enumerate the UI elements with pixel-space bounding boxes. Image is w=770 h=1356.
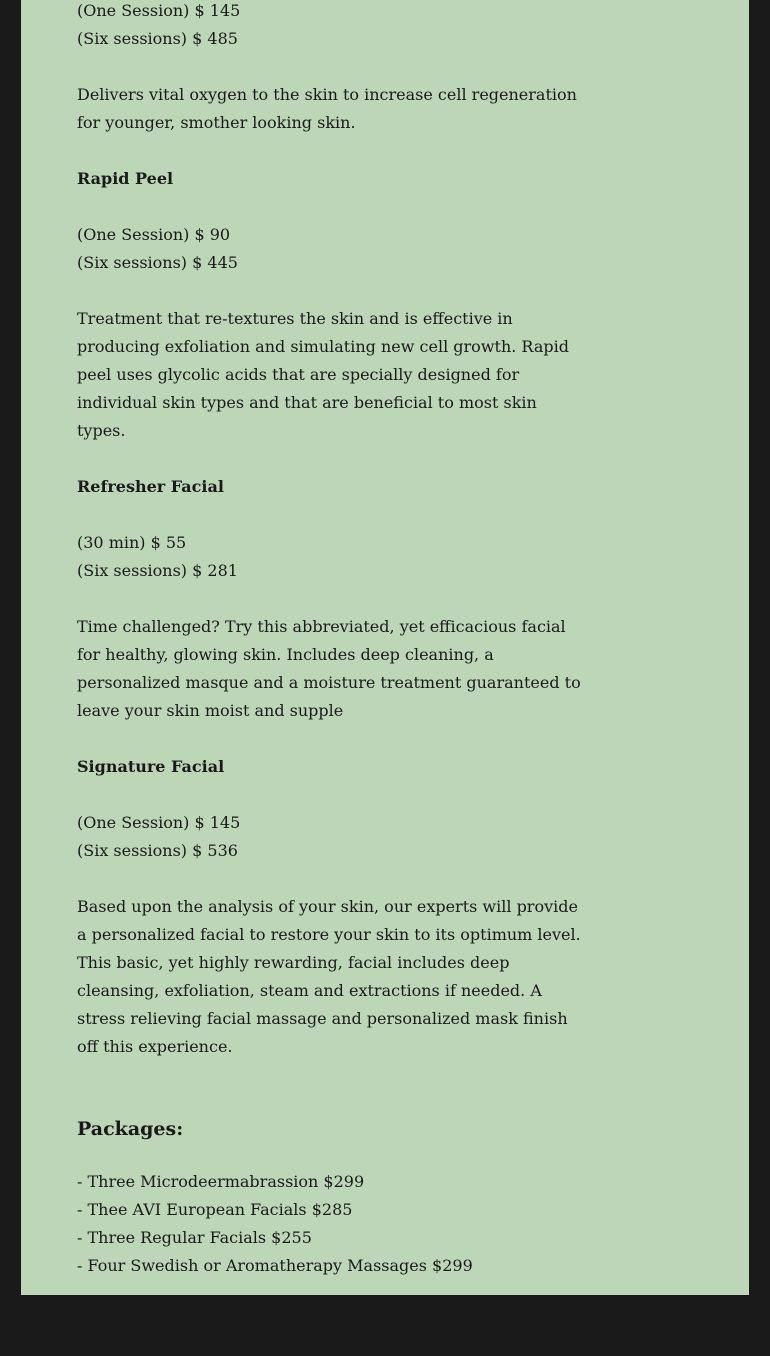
- oxygen-price-six: (Six sessions) $ 485: [77, 29, 238, 48]
- rapid-peel-price-one: (One Session) $ 90: [77, 225, 231, 244]
- rapid-peel-description: Treatment that re-textures the skin and is effective in producing exfoliation and simulating new cell growth. Rapid peel uses glycolic acids that are specially designed for individual skin types and that are beneficial to most skin types.: [77, 309, 569, 440]
- refresher-facial-price-one: (30 min) $ 55: [77, 533, 187, 552]
- package-item: - Four Swedish or Aromatherapy Massages $299: [77, 1256, 473, 1275]
- refresher-facial-price-six: (Six sessions) $ 281: [77, 561, 238, 580]
- page-content-area: [21, 0, 749, 1323]
- rapid-peel-title: Rapid Peel: [77, 169, 174, 188]
- package-item: - Three Microdeermabrassion $299: [77, 1172, 365, 1191]
- signature-facial-price-six: (Six sessions) $ 536: [77, 841, 238, 860]
- signature-facial-description: Based upon the analysis of your skin, our experts will provide a personalized facial to restore your skin to its optimum level. This basic, yet highly rewarding, facial includes deep cleansing, exfoliation, steam and extractions if needed. A stress relieving facial massage and personalized mask finish off this experience.: [77, 897, 581, 1056]
- refresher-facial-prices: [77, 529, 587, 585]
- packages-list: [77, 1168, 587, 1280]
- refresher-facial-description: Time challenged? Try this abbreviated, yet efficacious facial for healthy, glowing skin. Includes deep cleaning, a personalized masque and a moisture treatment guaranteed to leave your skin moist and supple: [77, 617, 581, 720]
- refresher-facial-title: Refresher Facial: [77, 477, 224, 496]
- rapid-peel-prices: [77, 221, 587, 277]
- oxygen-prices: [77, 0, 587, 53]
- signature-facial-title: Signature Facial: [77, 757, 225, 776]
- signature-facial-prices: [77, 809, 587, 865]
- call-appointment-text: Call Us for Appointment at 718-549-9200: [77, 1304, 413, 1323]
- oxygen-price-one: (One Session) $ 145: [77, 1, 241, 20]
- signature-facial-price-one: (One Session) $ 145: [77, 813, 241, 832]
- oxygen-description: Delivers vital oxygen to the skin to increase cell regeneration for younger, smother looking skin.: [77, 85, 577, 132]
- rapid-peel-price-six: (Six sessions) $ 445: [77, 253, 238, 272]
- package-item: - Three Regular Facials $255: [77, 1228, 312, 1247]
- package-item: - Thee AVI European Facials $285: [77, 1200, 353, 1219]
- packages-heading: Packages:: [77, 1118, 184, 1140]
- services-list: [77, 0, 587, 1356]
